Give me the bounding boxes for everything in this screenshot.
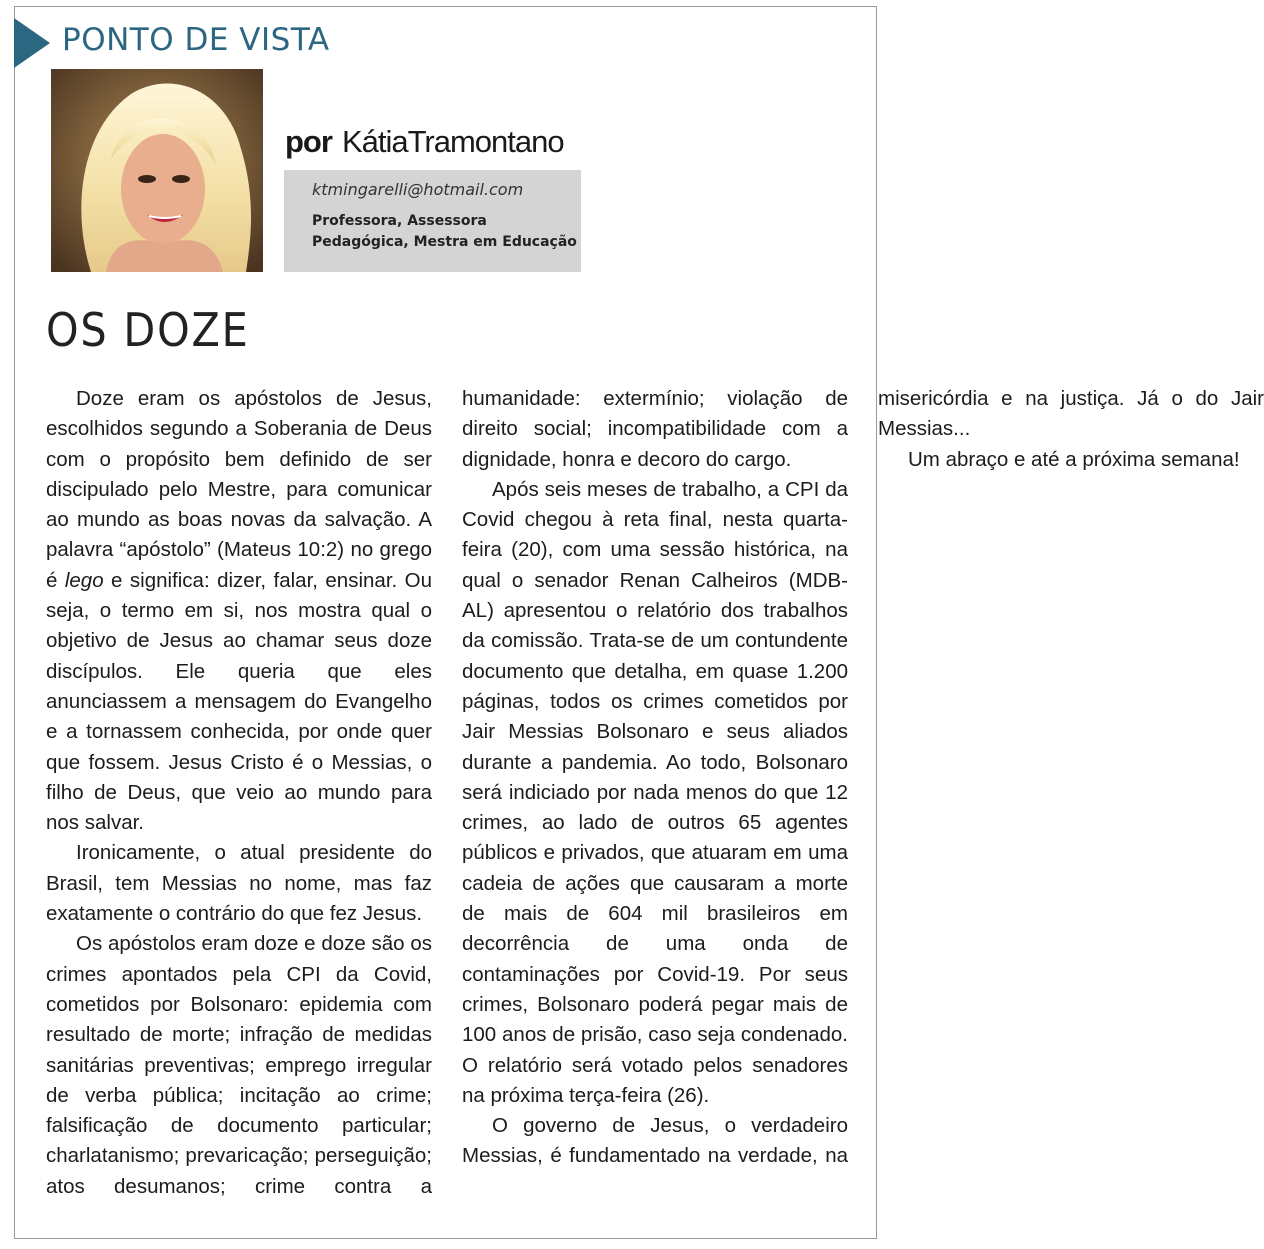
paragraph: Ironicamente, o atual presidente do Brasil, tem Messias no nome, mas faz exatamente o contrário do que fez Jesus. (46, 841, 432, 926)
author-role (312, 211, 581, 253)
section-arrow-icon (14, 18, 50, 68)
paragraph-text: Doze eram os apóstolos de Jesus, escolhidos segundo a Soberania de Deus com o propósito bem definido de ser discipulado pelo Mestre, para comunicar ao mundo as boas novas da salvação. A palavra “apóstolo” (Mateus 10:2) no grego é (46, 387, 432, 592)
article-body (46, 384, 1264, 1224)
author-byline (285, 124, 564, 160)
paragraph-text: e significa: dizer, falar, ensinar. Ou seja, o termo em si, nos mostra qual o objetivo de Jesus ao chamar seus doze discípulos. Ele queria que eles anunciassem a mensagem do Evangelho e a tornassem conhecida, por onde quer que fossem. Jesus Cristo é o Messias, o filho de Deus, que veio ao mundo para nos salvar. (46, 568, 432, 835)
author-photo (51, 69, 263, 272)
author-portrait-image (51, 69, 263, 272)
paragraph: Após seis meses de trabalho, a CPI da Covid chegou à reta final, nesta quarta-feira (20), com uma sessão histórica, na qual o senador Renan Calheiros (MDB-AL) apresentou o relatório dos trabalhos da comissão. Trata-se de um contundente documento que detalha, em quase 1.200 páginas, todos os crimes cometidos por Jair Messias Bolsonaro e seus aliados durante a pandemia. Ao todo, Bolsonaro será indiciado por nada menos do que 12 crimes, ao lado de outros 65 agentes públicos e privados, que atuaram em uma cadeia de ações que causaram a morte de mais de 604 mil brasileiros em decorrência de uma onda de contaminações por Covid-19. Por seus crimes, Bolsonaro poderá pegar mais de 100 anos de prisão, caso seja condenado. O relatório será votado pelos senadores na próxima terça-feira (26). (462, 477, 848, 1107)
paragraph-italic-term: lego (64, 568, 104, 592)
author-name: KátiaTramontano (341, 124, 564, 159)
author-role-line: Pedagógica, Mestra em Educação (312, 234, 577, 250)
paragraph: Um abraço e até a próxima semana! (908, 447, 1240, 471)
paragraph: Os apóstolos eram doze e doze são os crimes apontados pela CPI da Covid, cometidos por Bolsonaro: epidemia com resultado de morte; infração de medidas sanitárias preventivas; emprego irregular de verba pública; incitação ao crime; falsificação de documento particular; charlatanismo; prevaricação; perseguição; atos desumanos; crime contra a humanidade: extermínio; violação de direito social; incompatibilidade com a dignidade, honra e decoro do cargo. (46, 387, 848, 1198)
paragraph: O governo de Jesus, o verdadeiro Messias, é fundamentado na verdade, na misericórdia e na justiça. Já o do Jair Messias... (462, 387, 1264, 1168)
author-role-line: Professora, Assessora (312, 213, 487, 229)
article-headline: OS DOZE (46, 303, 250, 357)
byline-prefix: por (285, 124, 332, 159)
author-email[interactable]: ktmingarelli@hotmail.com (312, 180, 524, 199)
author-info-box (284, 170, 581, 272)
paragraph (46, 384, 432, 838)
section-title: PONTO DE VISTA (62, 22, 330, 58)
